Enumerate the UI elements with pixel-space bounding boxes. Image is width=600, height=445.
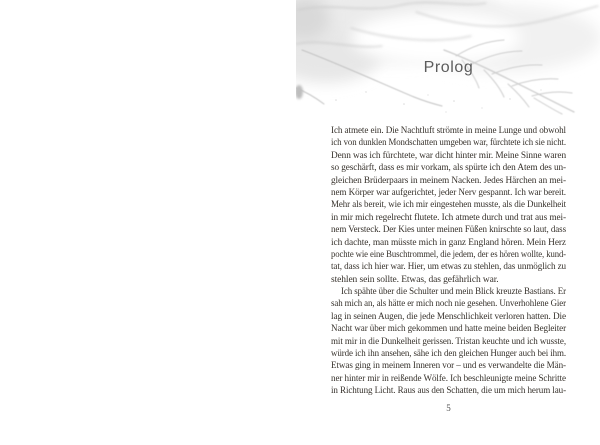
text-line: nem Versteck. Der Kies unter meinen Füßen knirschte so laut, dass — [331, 225, 567, 236]
text-line: pochte wie eine Buschtrommel, die jedem, der es hören wollte, kund- — [331, 249, 566, 260]
text-line: gleichen Brüderpaars in meinem Nacken. Jedes Härchen an mei- — [331, 175, 566, 186]
chapter-title: Prolog — [423, 59, 474, 76]
text-line: Ich spähte über die Schulter und mein Blick kreuzte Bastians. Er — [341, 287, 567, 298]
text-line: Etwas ging in meinem Inneren vor – und es verwandelte die Män- — [331, 361, 566, 372]
text-line: Mehr als bereit, wie ich mir eingestehen musste, als die Dunkelheit — [331, 200, 567, 211]
text-line: sah mich an, als hätte er mich noch nie gesehen. Unverhohlene Gier — [331, 299, 566, 310]
text-line: in Richtung Licht. Raus aus den Schatten, die um mich herum lau- — [331, 386, 567, 397]
text-line: so geschärft, dass es mir vorkam, als spürte ich den Atem des un- — [331, 163, 567, 174]
text-line: stehlen sein sollte. Etwas, das gefährlich war. — [331, 274, 499, 285]
right-page — [296, 0, 600, 445]
left-page-blank — [0, 0, 296, 445]
text-line: lag in seinen Augen, die jede Menschlichkeit verloren hatten. Die — [331, 311, 566, 322]
page-number: 5 — [446, 403, 451, 413]
text-line: nem Körper war aufgerichtet, jeder Nerv gespannt. Ich war bereit. — [331, 187, 566, 198]
text-line: Denn was ich fürchtete, war dicht hinter mir. Meine Sinne waren — [331, 150, 567, 161]
text-line: mit mir in die Dunkelheit gerissen. Tristan keuchte und ich wusste, — [331, 336, 566, 347]
text-line: ich dachte, man müsste mich in ganz England hören. Mein Herz — [331, 237, 567, 248]
text-line: ich von dunklen Mondschatten umgeben war, fürchtete ich sie nicht. — [331, 138, 567, 149]
text-line: ner hinter mir in reißende Wölfe. Ich beschleunigte meine Schritte — [331, 373, 566, 384]
text-line: in mir mich regelrecht flutete. Ich atmete durch und trat aus mei- — [331, 212, 567, 223]
text-line: würde ich ihn ansehen, sähe ich den gleichen Hunger auch bei ihm. — [331, 349, 567, 360]
text-line: Ich atmete ein. Die Nachtluft strömte in meine Lunge und obwohl — [331, 126, 567, 136]
text-line: tat, dass ich hier war. Hier, um etwas zu stehlen, das unmöglich zu — [331, 262, 567, 273]
text-line: Nacht war über mich gekommen und hatte meine beiden Begleiter — [331, 324, 567, 335]
prologue-text — [331, 125, 566, 398]
